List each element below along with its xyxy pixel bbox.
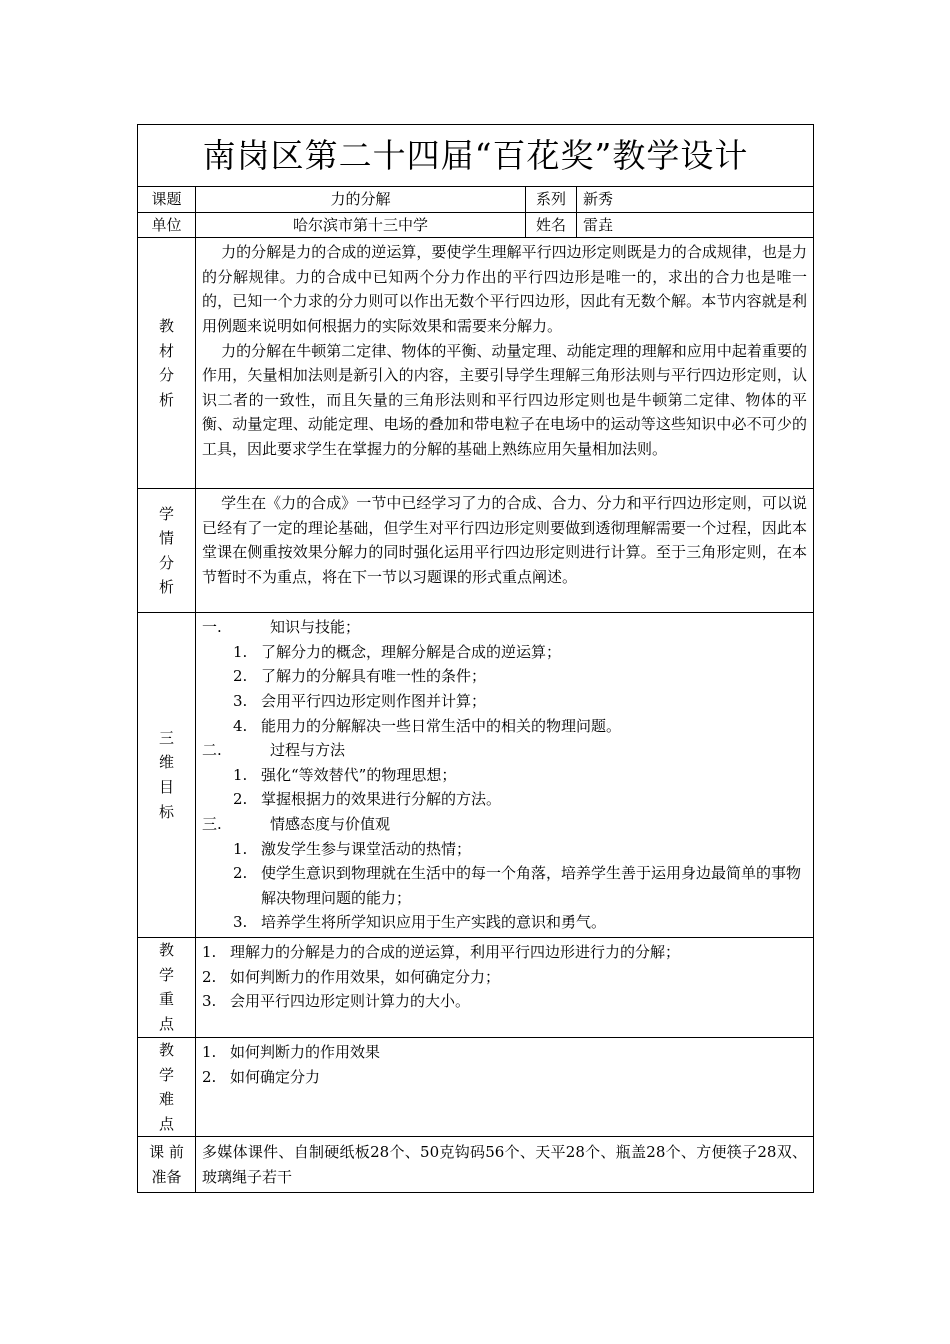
- objective-section-heading: 一. 知识与技能；: [202, 618, 361, 637]
- objective-item: 1. 激发学生参与课堂活动的热情；: [233, 839, 472, 858]
- key-point-item: 1. 理解力的分解是力的合成的逆运算，利用平行四边形进行力的分解；: [202, 942, 681, 961]
- objectives-content: [196, 613, 814, 938]
- objective-item: 2. 了解力的分解具有唯一性的条件；: [233, 667, 487, 686]
- objective-item: 4. 能用力的分解解决一些日常生活中的相关的物理问题。: [233, 716, 622, 735]
- subject-value: 力的分解: [196, 187, 526, 213]
- student-analysis-row: [138, 489, 814, 613]
- key-points-label: 教 学 重 点: [138, 937, 196, 1037]
- difficulties-row: [138, 1037, 814, 1136]
- objective-item: 1. 强化“等效替代”的物理思想；: [233, 765, 457, 784]
- series-label: 系列: [526, 187, 577, 213]
- objective-section-heading: 三. 情感态度与价值观: [202, 814, 391, 833]
- material-analysis-paragraph: 力的分解是力的合成的逆运算，要使学生理解平行四边形定则既是力的合成规律，也是力的分解规律。力的合成中已知两个分力作出的平行四边形是唯一的，求出的合力也是唯一的，已知一个力求的分力则可以作出无数个平行四边形，因此有无数个解。本节内容就是利用例题来说明如何根据力的实际效果和需要来分解力。: [202, 243, 807, 335]
- objective-item: 1. 了解分力的概念，理解分解是合成的逆运算；: [233, 642, 562, 661]
- key-point-item: 2. 如何判断力的作用效果，如何确定分力；: [202, 967, 501, 986]
- difficulty-item: 1. 如何判断力的作用效果: [202, 1042, 381, 1061]
- material-analysis-content: [196, 238, 814, 489]
- difficulties-content: [196, 1037, 814, 1136]
- preparation-row: [138, 1137, 814, 1193]
- key-points-content: [196, 937, 814, 1037]
- name-label: 姓名: [526, 212, 577, 238]
- material-analysis-label: 教 材 分 析: [138, 238, 196, 489]
- student-analysis-content: [196, 489, 814, 613]
- unit-label: 单位: [138, 212, 196, 238]
- preparation-content: 多媒体课件、自制硬纸板28个、50克钩码56个、天平28个、瓶盖28个、方便筷子28双、玻璃绳子若干: [196, 1137, 814, 1193]
- key-point-item: 3. 会用平行四边形定则计算力的大小。: [202, 992, 471, 1011]
- objective-section-heading: 二. 过程与方法: [202, 741, 346, 760]
- name-value: 雷垚: [577, 212, 814, 238]
- document-title: 南岗区第二十四届“百花奖”教学设计: [138, 125, 814, 187]
- objective-item: 3. 会用平行四边形定则作图并计算；: [233, 691, 487, 710]
- subject-label: 课题: [138, 187, 196, 213]
- lesson-plan-table: [137, 124, 814, 1193]
- objective-item: 3. 培养学生将所学知识应用于生产实践的意识和勇气。: [233, 913, 607, 932]
- student-analysis-label: 学 情 分 析: [138, 489, 196, 613]
- series-value: 新秀: [577, 187, 814, 213]
- title-row: [138, 125, 814, 187]
- unit-row: [138, 212, 814, 238]
- unit-value: 哈尔滨市第十三中学: [196, 212, 526, 238]
- difficulty-item: 2. 如何确定分力: [202, 1067, 321, 1086]
- subject-row: [138, 187, 814, 213]
- objective-item: 2. 使学生意识到物理就在生活中的每一个角落，培养学生善于运用身边最简单的事物解决物理问题的能力；: [233, 864, 802, 907]
- material-analysis-paragraph: 力的分解在牛顿第二定律、物体的平衡、动量定理、动能定理的理解和应用中起着重要的作用，矢量相加法则是新引入的内容，主要引导学生理解三角形法则与平行四边形定则，认识二者的一致性，而且矢量的三角形法则和平行四边形定则也是牛顿第二定律、物体的平衡、动量定理、动能定理、电场的叠加和带电粒子在电场中的运动等这些知识中必不可少的工具，因此要求学生在掌握力的分解的基础上熟练应用矢量相加法则。: [202, 341, 807, 458]
- key-points-row: [138, 937, 814, 1037]
- objectives-row: [138, 613, 814, 938]
- difficulties-label: 教 学 难 点: [138, 1037, 196, 1136]
- material-analysis-row: [138, 238, 814, 489]
- student-analysis-paragraph: 学生在《力的合成》一节中已经学习了力的合成、合力、分力和平行四边形定则，可以说已经有了一定的理论基础，但学生对平行四边形定则要做到透彻理解需要一个过程，因此本堂课在侧重按效果分解力的同时强化运用平行四边形定则进行计算。至于三角形定则，在本节暂时不为重点，将在下一节以习题课的形式重点阐述。: [202, 494, 807, 586]
- objectives-label: 三 维 目 标: [138, 613, 196, 938]
- preparation-label: 课 前 准备: [138, 1137, 196, 1193]
- objective-item: 2. 掌握根据力的效果进行分解的方法。: [233, 790, 502, 809]
